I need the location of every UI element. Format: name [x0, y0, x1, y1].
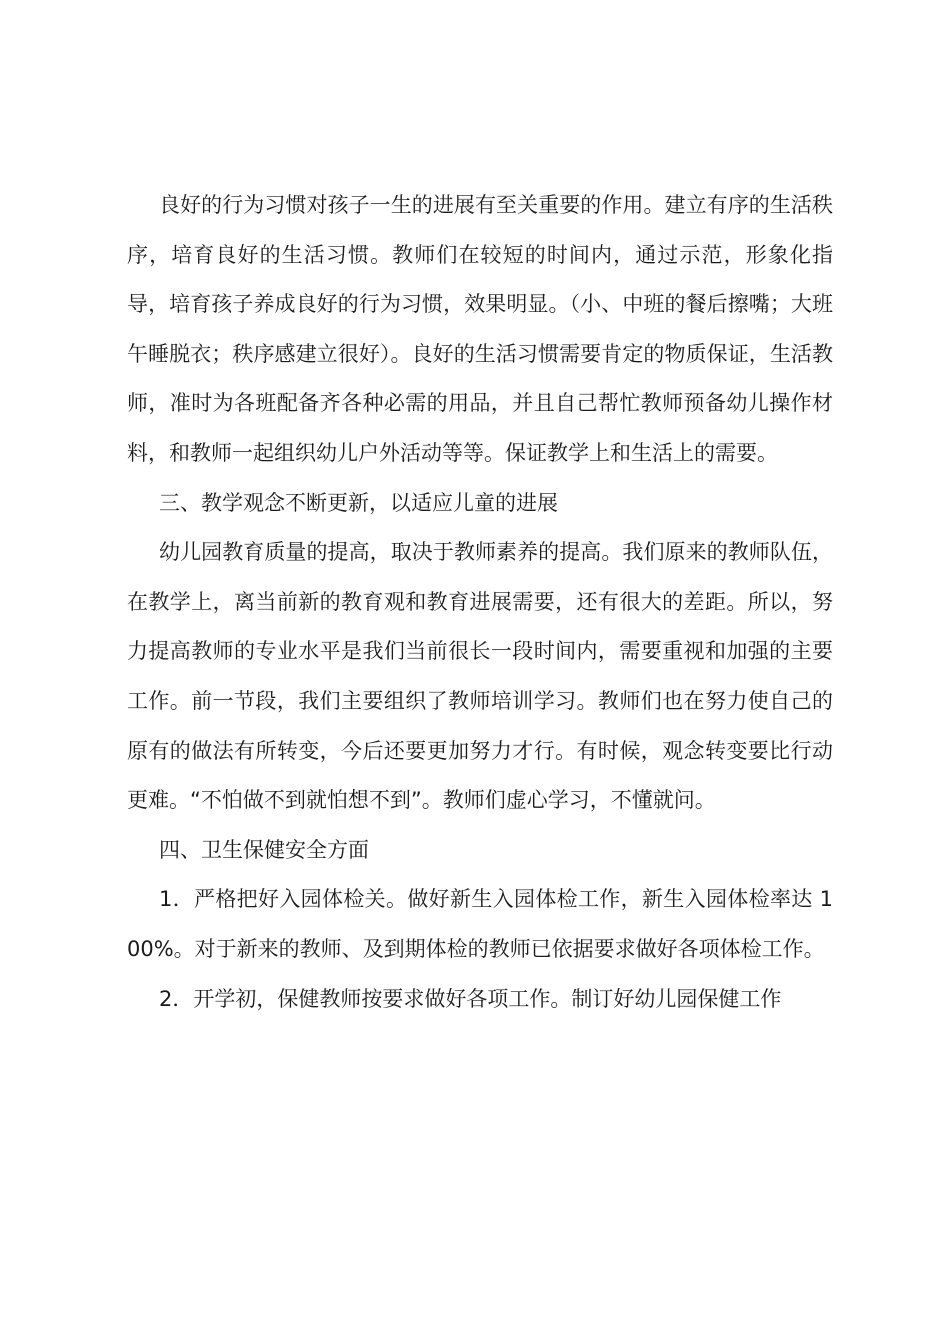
- section-heading-teaching-concepts: 三、教学观念不断更新，以适应儿童的进展: [159, 490, 558, 515]
- paragraph-item-2-term-start: 2．开学初，保健教师按要求做好各项工作。制订好幼儿园保健工作: [159, 986, 782, 1011]
- paragraph-item-1-health-check: 1．严格把好入园体检关。做好新生入园体检工作，新生入园体检率达 100%。对于新来的教师、及到期体检的教师已依据要求做好各项体检工作。: [127, 887, 833, 961]
- paragraph-teacher-quality: 幼儿园教育质量的提高，取决于教师素养的提高。我们原来的教师队伍，在教学上，离当前新的教育观和教育进展需要，还有很大的差距。所以，努力提高教师的专业水平是我们当前很长一段时间内，需要重视和加强的主要工作。前一节段，我们主要组织了教师培训学习。教师们也在努力使自己的原有的做法有所转变，今后还要更加努力才行。有时候，观念转变要比行动更难。“不怕做不到就怕想不到”。教师们虚心学习，不懂就问。: [127, 540, 833, 813]
- paragraph-living-habits: 良好的行为习惯对孩子一生的进展有至关重要的作用。建立有序的生活秩序，培育良好的生活习惯。教师们在较短的时间内，通过示范，形象化指导，培育孩子养成良好的行为习惯，效果明显。（小、中班的餐后擦嘴；大班午睡脱衣；秩序感建立很好）。良好的生活习惯需要肯定的物质保证，生活教师，准时为各班配备齐各种必需的用品，并且自己帮忙教师预备幼儿操作材料，和教师一起组织幼儿户外活动等等。保证教学上和生活上的需要。: [127, 193, 833, 465]
- document-body: [127, 181, 833, 1024]
- section-heading-health-safety: 四、卫生保健安全方面: [159, 837, 369, 862]
